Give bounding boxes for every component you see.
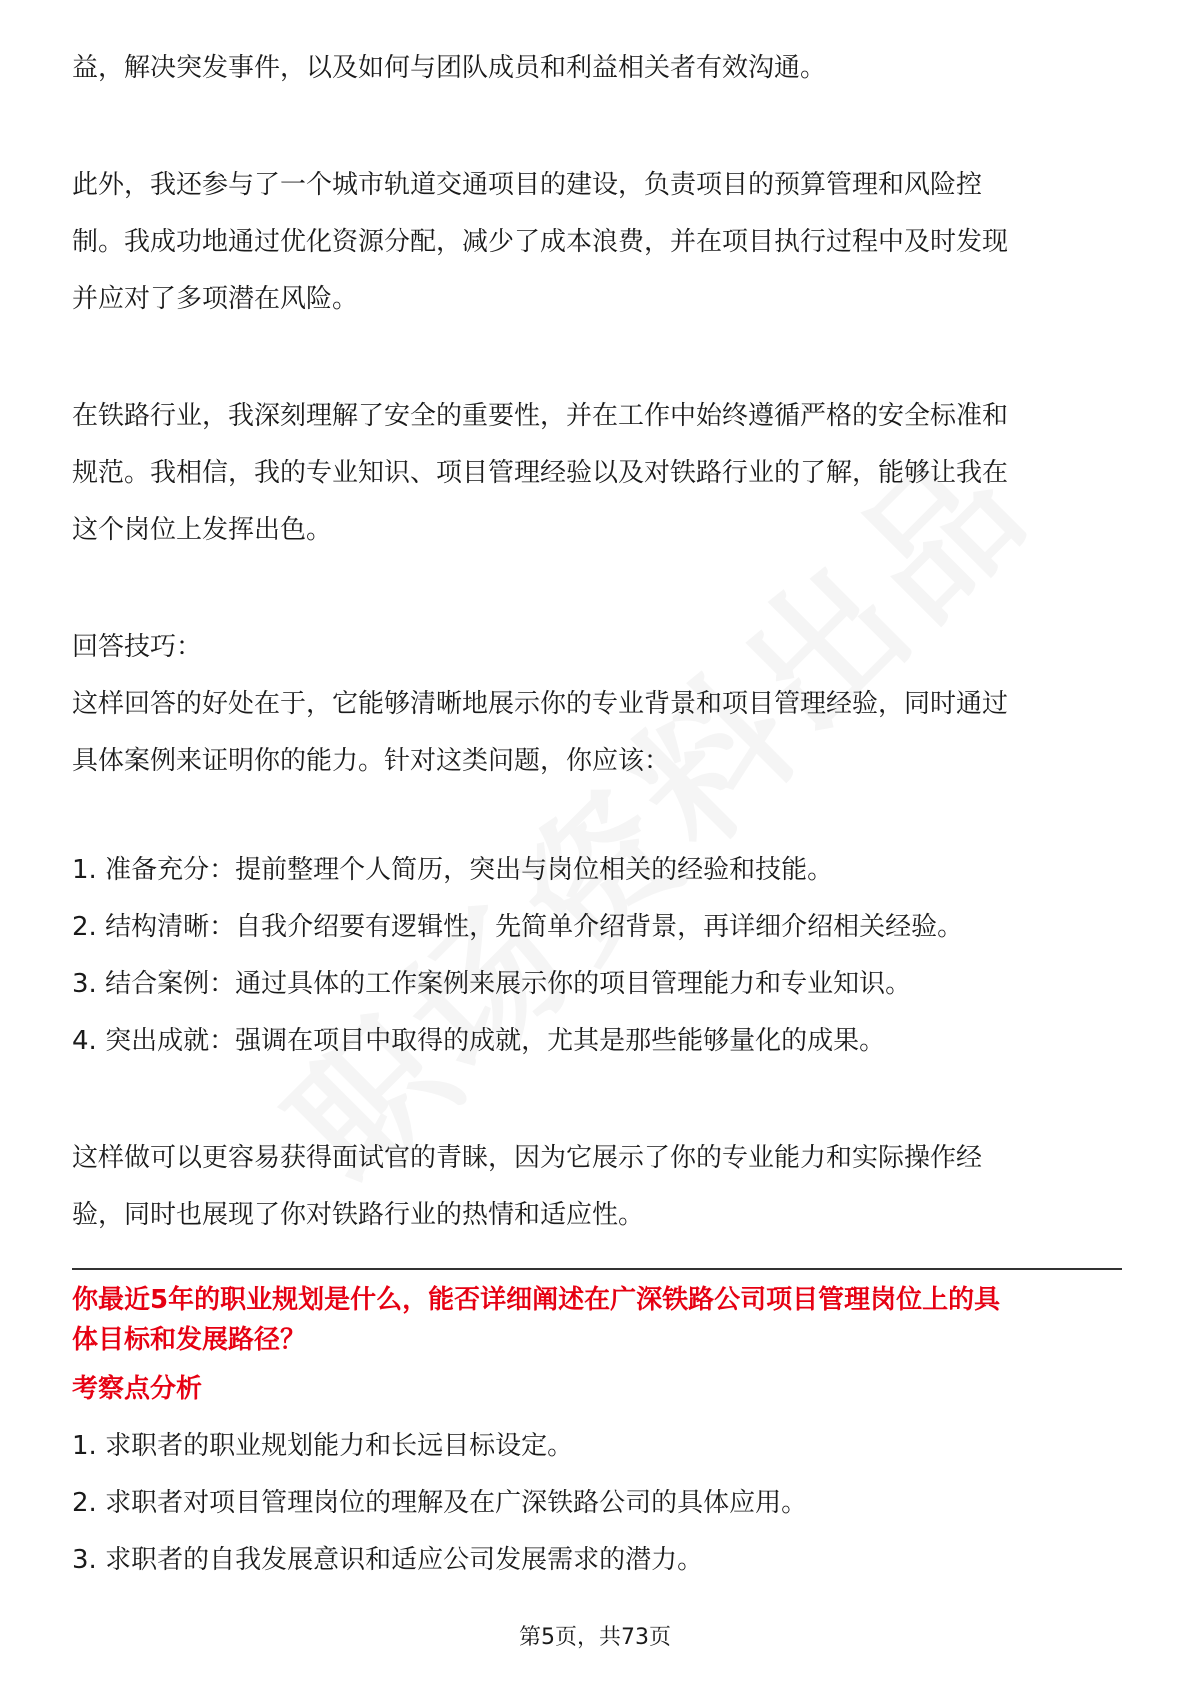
answer-tips (72, 619, 1122, 790)
spacer (72, 559, 1122, 619)
text-line: 规范。我相信，我的专业知识、项目管理经验以及对铁路行业的了解，能够让我在 (72, 458, 1009, 488)
text-line: 具体案例来证明你的能力。针对这类问题，你应该： (72, 746, 671, 776)
question-line: 你最近5年的职业规划是什么，能否详细阐述在广深铁路公司项目管理岗位上的具 (72, 1285, 1001, 1315)
tips-label: 回答技巧： (72, 632, 203, 662)
document-body (72, 40, 1122, 1589)
paragraph-safety (72, 388, 1122, 559)
spacer (72, 1070, 1122, 1130)
paragraph-closing (72, 1130, 1122, 1244)
spacer (72, 97, 1122, 157)
page-number: 第5页，共73页 (519, 1625, 671, 1650)
text-line: 这个岗位上发挥出色。 (72, 515, 333, 545)
analysis-heading: 考察点分析 (72, 1374, 203, 1404)
analysis-list (72, 1418, 1122, 1589)
text-line: 此外，我还参与了一个城市轨道交通项目的建设，负责项目的预算管理和风险控 (72, 170, 983, 200)
paragraph-urban-rail (72, 157, 1122, 328)
question-line: 体目标和发展路径？ (72, 1325, 307, 1355)
tips-list (72, 842, 1122, 1070)
section-divider (72, 1268, 1122, 1270)
text-line: 并应对了多项潜在风险。 (72, 284, 359, 314)
list-item: 2. 求职者对项目管理岗位的理解及在广深铁路公司的具体应用。 (72, 1488, 808, 1518)
text-line: 这样回答的好处在于，它能够清晰地展示你的专业背景和项目管理经验，同时通过 (72, 689, 1009, 719)
paragraph-continuation: 益，解决突发事件，以及如何与团队成员和利益相关者有效沟通。 (72, 53, 827, 83)
text-line: 制。我成功地通过优化资源分配，减少了成本浪费，并在项目执行过程中及时发现 (72, 227, 1009, 257)
spacer (72, 328, 1122, 388)
spacer (72, 790, 1122, 842)
list-item: 2. 结构清晰：自我介绍要有逻辑性，先简单介绍背景，再详细介绍相关经验。 (72, 912, 964, 942)
list-item: 1. 求职者的职业规划能力和长远目标设定。 (72, 1431, 574, 1461)
text-line: 这样做可以更容易获得面试官的青睐，因为它展示了你的专业能力和实际操作经 (72, 1143, 983, 1173)
list-item: 3. 求职者的自我发展意识和适应公司发展需求的潜力。 (72, 1545, 704, 1575)
text-line: 验，同时也展现了你对铁路行业的热情和适应性。 (72, 1200, 645, 1230)
list-item: 1. 准备充分：提前整理个人简历，突出与岗位相关的经验和技能。 (72, 855, 834, 885)
text-line: 在铁路行业，我深刻理解了安全的重要性，并在工作中始终遵循严格的安全标准和 (72, 401, 1009, 431)
list-item: 4. 突出成就：强调在项目中取得的成就，尤其是那些能够量化的成果。 (72, 1026, 886, 1056)
list-item: 3. 结合案例：通过具体的工作案例来展示你的项目管理能力和专业知识。 (72, 969, 912, 999)
question-heading (72, 1280, 1122, 1360)
